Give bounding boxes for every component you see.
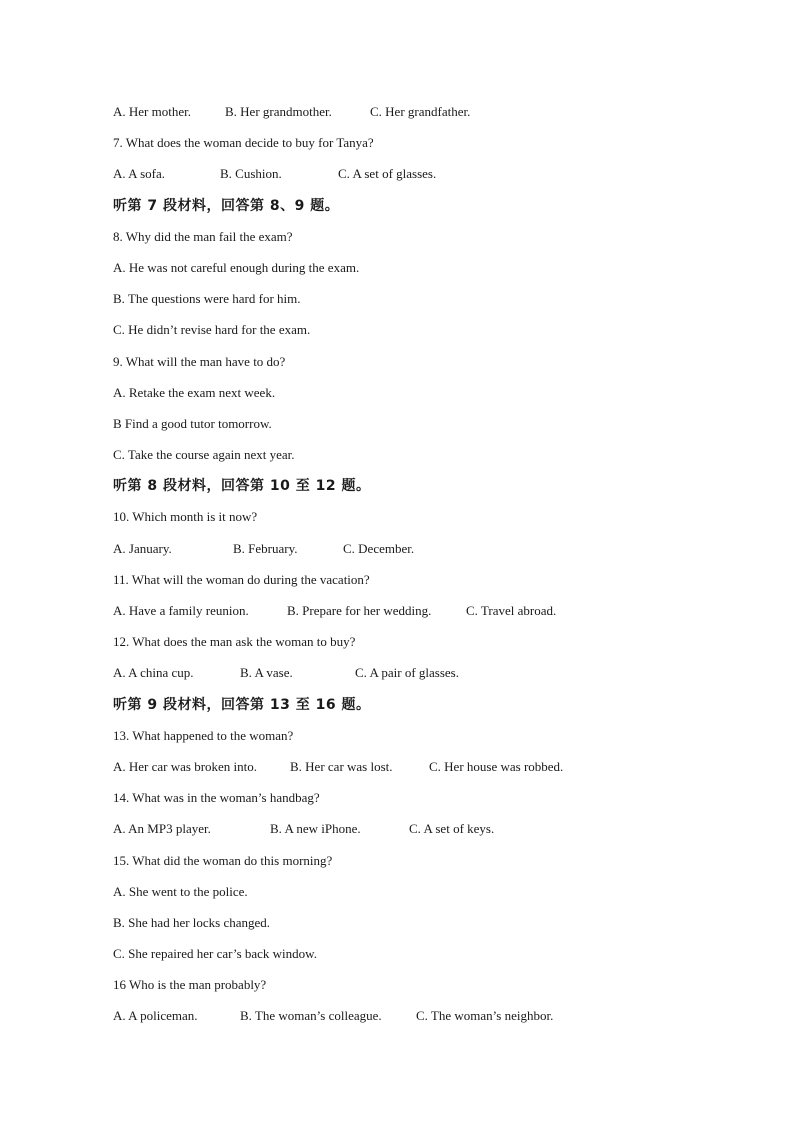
option-a: A. Her mother. (113, 104, 191, 119)
section-heading: 听第 8 段材料，回答第 10 至 12 题。 (113, 478, 371, 495)
option-b: B. Prepare for her wedding. (287, 603, 432, 618)
option-a: A. He was not careful enough during the exam. (113, 259, 360, 275)
option-a: A. Have a family reunion. (113, 603, 249, 618)
question-13: 13. What happened to the woman? (113, 727, 294, 743)
option-c: C. December. (343, 540, 415, 556)
options-row (113, 540, 733, 571)
question-10: 10. Which month is it now? (113, 509, 258, 525)
question-9: 9. What will the man have to do? (113, 353, 286, 369)
question-14: 14. What was in the woman’s handbag? (113, 790, 320, 806)
option-b: B Find a good tutor tomorrow. (113, 415, 272, 431)
options-row (113, 602, 733, 633)
option-b: B. A new iPhone. (270, 821, 361, 837)
option-a: A. A sofa. (113, 166, 165, 182)
option-c: C. He didn’t revise hard for the exam. (113, 322, 311, 338)
option-c: C. Take the course again next year. (113, 447, 295, 463)
option-b: B. The woman’s colleague. (240, 1008, 382, 1024)
options-row (113, 820, 733, 851)
question-7: 7. What does the woman decide to buy for Tanya? (113, 135, 374, 151)
options-row (113, 664, 733, 695)
option-a: A. She went to the police. (113, 883, 248, 899)
option-b: B. February. (233, 540, 298, 556)
option-a: A. Her car was broken into. (113, 758, 258, 774)
option-c: C. Her grandfather. (370, 104, 471, 119)
option-c: C. A set of keys. (409, 821, 495, 837)
question-16: 16 Who is the man probably? (113, 977, 267, 993)
options-row (113, 165, 733, 196)
option-b: B. She had her locks changed. (113, 914, 271, 930)
options-row (113, 758, 733, 789)
option-a: A. A china cup. (113, 665, 194, 681)
option-c: C. She repaired her car’s back window. (113, 946, 317, 962)
option-c: C. Travel abroad. (466, 603, 557, 618)
option-c: C. The woman’s neighbor. (416, 1008, 554, 1024)
option-b: B. Her grandmother. (225, 104, 332, 119)
section-heading: 听第 9 段材料，回答第 13 至 16 题。 (113, 696, 371, 713)
question-12: 12. What does the man ask the woman to buy? (113, 634, 356, 650)
option-c: C. Her house was robbed. (429, 758, 564, 774)
option-a: A. A policeman. (113, 1008, 198, 1024)
option-c: C. A set of glasses. (338, 166, 437, 182)
option-b: B. Her car was lost. (290, 758, 393, 774)
option-b: B. Cushion. (220, 166, 282, 182)
option-b: B. A vase. (240, 665, 293, 681)
section-heading: 听第 7 段材料，回答第 8、9 题。 (113, 197, 340, 214)
options-row (113, 1007, 733, 1038)
option-a: A. January. (113, 540, 172, 556)
option-b: B. The questions were hard for him. (113, 291, 301, 307)
options-row (113, 103, 733, 134)
question-8: 8. Why did the man fail the exam? (113, 228, 293, 244)
question-15: 15. What did the woman do this morning? (113, 852, 333, 868)
document-page (113, 103, 733, 1039)
option-c: C. A pair of glasses. (355, 665, 459, 681)
option-a: A. Retake the exam next week. (113, 384, 276, 400)
option-a: A. An MP3 player. (113, 821, 211, 837)
question-11: 11. What will the woman do during the vacation? (113, 571, 370, 587)
